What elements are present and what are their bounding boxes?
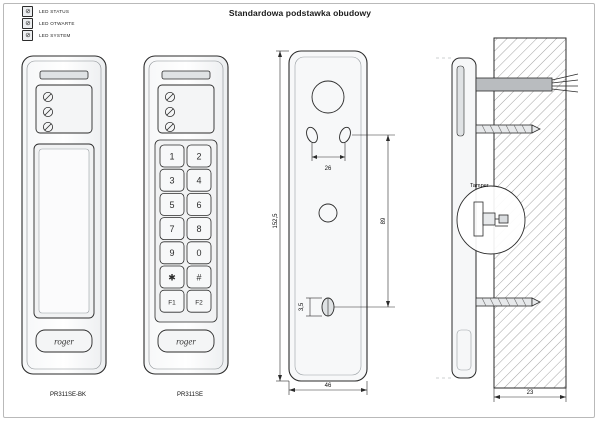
keypad-key-label: ✱ bbox=[168, 272, 176, 283]
keypad-key-label: 1 bbox=[169, 151, 175, 162]
device-front-view-keypad bbox=[140, 52, 240, 382]
dim-depth: 23 bbox=[526, 390, 534, 396]
svg-text:roger: roger bbox=[176, 336, 196, 347]
legend-label: LED SYSTEM bbox=[39, 33, 71, 38]
keypad-key-label: F1 bbox=[168, 299, 176, 307]
keypad-key-label: 4 bbox=[196, 175, 202, 186]
led-open-icon bbox=[22, 18, 33, 29]
mounting-base-view bbox=[262, 45, 432, 395]
legend-glyph: ⊘ bbox=[24, 8, 31, 15]
keypad-key-label: F2 bbox=[195, 299, 203, 307]
dim-hole-spacing: 26 bbox=[324, 166, 332, 172]
keypad-key-label: 6 bbox=[196, 199, 202, 210]
keypad-key-label: 3 bbox=[169, 175, 175, 186]
keypad-key-label: # bbox=[196, 272, 202, 283]
legend-item bbox=[22, 6, 75, 17]
legend-glyph: ⊘ bbox=[24, 32, 31, 39]
dim-tamper-height: 3,5 bbox=[299, 302, 305, 312]
svg-text:roger: roger bbox=[54, 336, 74, 347]
dim-hole-to-tamper: 89 bbox=[381, 217, 387, 225]
dim-total-width: 46 bbox=[324, 383, 332, 389]
page-title: Standardowa podstawka obudowy bbox=[228, 8, 372, 18]
legend-label: LED STATUS bbox=[39, 9, 70, 14]
legend-label: LED OTWARTE bbox=[39, 21, 75, 26]
dim-total-height: 152,5 bbox=[273, 213, 279, 229]
legend-item bbox=[22, 18, 75, 29]
led-status-icon bbox=[22, 6, 33, 17]
legend bbox=[22, 6, 75, 42]
keypad-key-label: 7 bbox=[169, 224, 175, 234]
wall-section-view bbox=[436, 30, 591, 405]
keypad-key-label: 2 bbox=[196, 151, 202, 162]
keypad-key-label: 5 bbox=[169, 199, 175, 210]
keypad-key-label: 0 bbox=[196, 248, 202, 259]
device-front-view-bk bbox=[18, 52, 118, 382]
tamper-annotation: Tamper bbox=[470, 183, 489, 189]
keypad-key-label: 9 bbox=[169, 248, 175, 259]
device-caption-bk: PR311SE-BK bbox=[50, 392, 86, 398]
device-caption-keypad: PR311SE bbox=[177, 392, 203, 398]
led-system-icon bbox=[22, 30, 33, 41]
legend-item bbox=[22, 30, 75, 41]
keypad-key-label: 8 bbox=[196, 224, 202, 234]
legend-glyph: ⊘ bbox=[24, 20, 31, 27]
